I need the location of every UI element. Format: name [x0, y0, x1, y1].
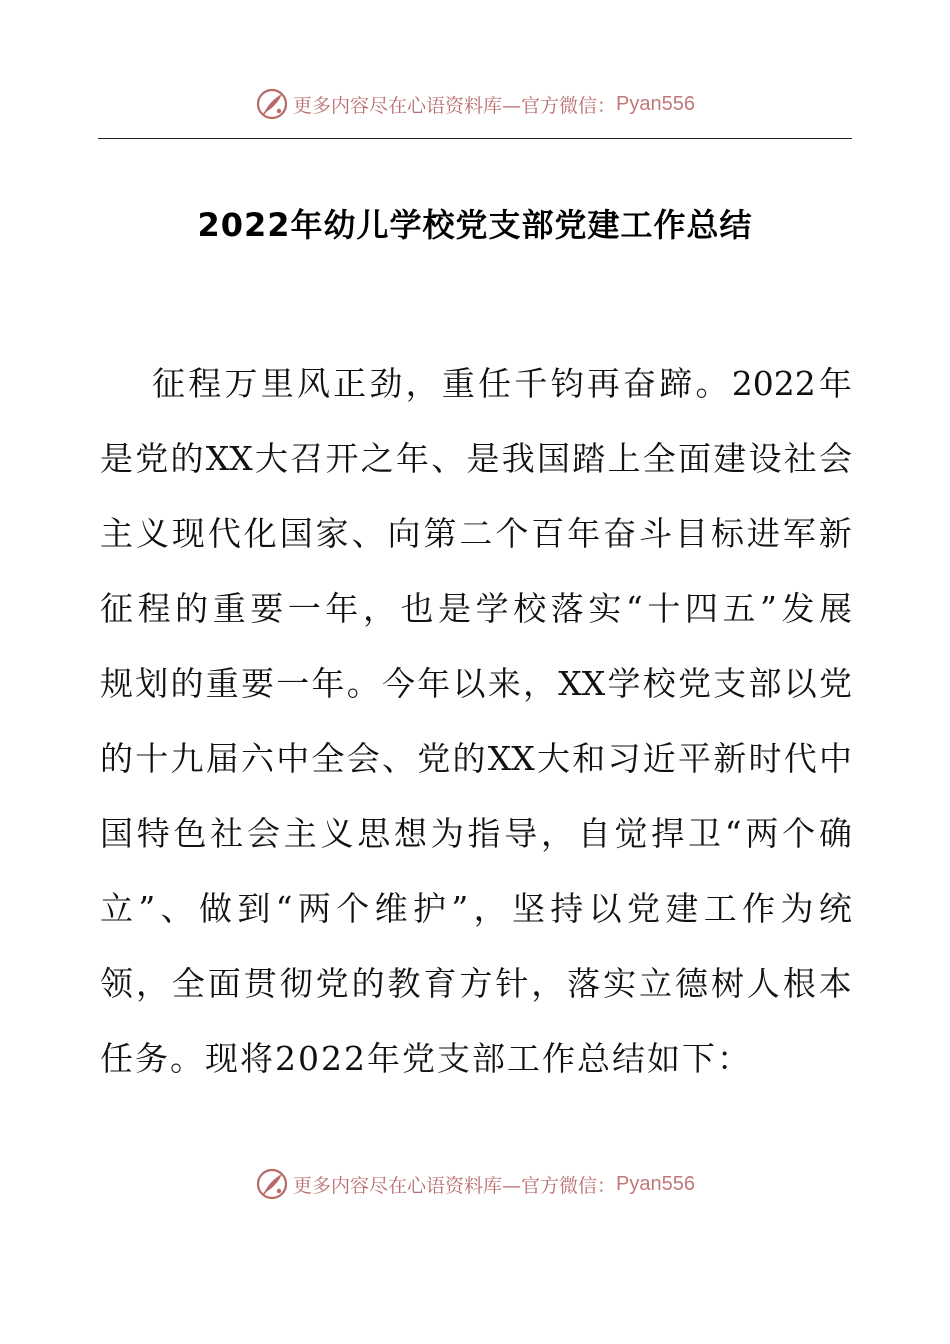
- text-glyph: 千: [514, 364, 548, 403]
- text-glyph: 社: [783, 439, 817, 478]
- text-glyph: 务: [135, 1039, 170, 1078]
- text-glyph: 中: [819, 739, 852, 778]
- text-glyph: 立: [100, 889, 133, 928]
- text-glyph: 校: [513, 589, 547, 628]
- text-glyph: 党: [678, 664, 711, 703]
- text-glyph: 国: [279, 514, 313, 553]
- text-glyph: 程: [188, 364, 222, 403]
- text-glyph: 国: [100, 814, 133, 853]
- text-glyph: 开: [325, 439, 359, 478]
- text-glyph: 个: [495, 514, 529, 553]
- text-glyph: 斗: [639, 514, 673, 553]
- brand-wechat-id: Pyan556: [616, 92, 695, 115]
- text-glyph: ，: [473, 889, 507, 928]
- text-glyph: 第: [423, 514, 457, 553]
- text-glyph: 年: [417, 664, 451, 703]
- text-glyph: 面: [678, 439, 711, 478]
- text-glyph: 维: [374, 889, 408, 928]
- text-glyph: 五: [722, 589, 756, 628]
- paragraph-line: [100, 733, 852, 808]
- text-glyph: 会: [819, 439, 852, 478]
- document-body: [100, 358, 852, 1108]
- text-glyph: 的: [100, 739, 133, 778]
- text-glyph: 想: [394, 814, 427, 853]
- text-glyph: 年: [311, 664, 345, 703]
- text-glyph: 、: [351, 514, 385, 553]
- text-glyph: “: [625, 589, 643, 628]
- text-glyph: ，: [135, 964, 169, 1003]
- text-glyph: ，: [362, 589, 396, 628]
- text-glyph: ”: [760, 589, 777, 628]
- text-glyph: 程: [137, 589, 171, 628]
- text-glyph: 的: [170, 664, 204, 703]
- text-glyph: 。: [346, 664, 380, 703]
- text-glyph: 平: [678, 739, 711, 778]
- text-glyph: 新: [818, 514, 852, 553]
- text-glyph: 大: [255, 439, 288, 478]
- text-glyph: 重: [441, 364, 475, 403]
- header-brand: [0, 84, 950, 124]
- text-glyph: 如: [646, 1039, 682, 1078]
- paragraph-line: [100, 1033, 852, 1108]
- text-glyph: 要: [250, 589, 284, 628]
- text-glyph: 自: [577, 814, 611, 853]
- text-glyph: 根: [782, 964, 816, 1003]
- text-glyph: 百: [531, 514, 565, 553]
- text-glyph: 之: [360, 439, 394, 478]
- text-glyph: 彻: [279, 964, 313, 1003]
- text-glyph: 年: [325, 589, 359, 628]
- text-glyph: 的: [452, 739, 486, 778]
- text-glyph: 落: [567, 964, 601, 1003]
- brand-wechat-id: Pyan556: [616, 1172, 695, 1195]
- text-glyph: 实: [603, 964, 637, 1003]
- text-glyph: 两: [297, 889, 331, 928]
- text-glyph: 、: [382, 739, 415, 778]
- paragraph-line: [100, 508, 852, 583]
- text-glyph: 四: [684, 589, 718, 628]
- paragraph-line: [100, 808, 852, 883]
- text-glyph: 二: [459, 514, 493, 553]
- text-glyph: 捍: [651, 814, 685, 853]
- text-glyph: 2022: [731, 364, 816, 403]
- text-glyph: 上: [607, 439, 641, 478]
- paragraph-line: [100, 958, 852, 1033]
- text-glyph: 代: [207, 514, 241, 553]
- text-glyph: 持: [550, 889, 584, 928]
- text-glyph: 来: [487, 664, 521, 703]
- text-glyph: 德: [675, 964, 708, 1003]
- paragraph-line: [100, 433, 852, 508]
- text-glyph: ，: [541, 814, 574, 853]
- text-glyph: 年: [818, 364, 852, 403]
- text-glyph: 会: [247, 814, 280, 853]
- text-glyph: 化: [243, 514, 277, 553]
- text-glyph: 全: [311, 739, 345, 778]
- text-glyph: 近: [642, 739, 676, 778]
- text-glyph: 一: [276, 664, 310, 703]
- text-glyph: 目: [675, 514, 708, 553]
- text-glyph: 向: [387, 514, 421, 553]
- text-glyph: 立: [639, 964, 673, 1003]
- text-glyph: 重: [212, 589, 246, 628]
- text-glyph: 万: [224, 364, 258, 403]
- text-glyph: 钧: [550, 364, 584, 403]
- text-glyph: 展: [819, 589, 852, 628]
- text-glyph: 劲: [369, 364, 403, 403]
- text-glyph: 风: [296, 364, 330, 403]
- text-glyph: 是: [100, 439, 133, 478]
- text-glyph: 十: [135, 739, 169, 778]
- text-glyph: 特: [136, 814, 170, 853]
- text-glyph: 导: [504, 814, 538, 853]
- text-glyph: 征: [100, 589, 133, 628]
- text-glyph: 的: [175, 589, 209, 628]
- text-glyph: 工: [506, 1039, 542, 1078]
- text-glyph: 奋: [603, 514, 637, 553]
- text-glyph: 召: [290, 439, 324, 478]
- text-glyph: 色: [173, 814, 207, 853]
- text-glyph: 确: [818, 814, 852, 853]
- text-glyph: 主: [100, 514, 133, 553]
- text-glyph: “: [724, 814, 742, 853]
- text-glyph: 以: [452, 664, 486, 703]
- text-glyph: 设: [748, 439, 782, 478]
- paragraph-line: [100, 658, 852, 733]
- text-glyph: 义: [320, 814, 354, 853]
- text-glyph: 的: [170, 439, 204, 478]
- text-glyph: 方: [459, 964, 493, 1003]
- text-glyph: 是: [438, 589, 472, 628]
- text-glyph: 部: [748, 664, 782, 703]
- text-glyph: 军: [782, 514, 816, 553]
- text-glyph: “: [275, 889, 293, 928]
- text-glyph: 、: [160, 889, 194, 928]
- text-glyph: 个: [782, 814, 816, 853]
- text-glyph: 坚: [511, 889, 545, 928]
- text-glyph: 总: [576, 1039, 612, 1078]
- text-glyph: 部: [471, 1039, 507, 1078]
- text-glyph: 划: [135, 664, 169, 703]
- text-glyph: 奋: [623, 364, 657, 403]
- text-glyph: 踏: [572, 439, 606, 478]
- header-divider: [98, 138, 852, 139]
- text-glyph: 护: [412, 889, 446, 928]
- text-glyph: 年: [567, 514, 601, 553]
- brand-text: 更多内容尽在心语资料库—官方微信：: [293, 1174, 617, 1197]
- text-glyph: 义: [135, 514, 169, 553]
- text-glyph: 党: [627, 889, 661, 928]
- text-glyph: 任: [478, 364, 512, 403]
- text-glyph: 育: [423, 964, 457, 1003]
- text-glyph: 六: [241, 739, 274, 778]
- text-glyph: 建: [713, 439, 747, 478]
- footer-brand: [0, 1164, 950, 1204]
- text-glyph: 国: [537, 439, 570, 478]
- quill-logo-icon: [255, 87, 289, 121]
- text-glyph: 会: [346, 739, 380, 778]
- text-glyph: 将: [240, 1039, 275, 1078]
- brand-text: 更多内容尽在心语资料库—官方微信：: [293, 94, 617, 117]
- text-glyph: 中: [276, 739, 310, 778]
- text-glyph: 发: [781, 589, 815, 628]
- text-glyph: 任: [100, 1039, 135, 1078]
- text-glyph: 领: [100, 964, 133, 1003]
- text-glyph: 为: [430, 814, 464, 853]
- text-glyph: 是: [466, 439, 500, 478]
- text-glyph: 党: [819, 664, 852, 703]
- text-glyph: 的: [351, 964, 385, 1003]
- text-glyph: 为: [780, 889, 814, 928]
- text-glyph: 下: [681, 1039, 717, 1078]
- text-glyph: 两: [745, 814, 779, 853]
- text-glyph: 正: [333, 364, 367, 403]
- text-glyph: 蹄: [659, 364, 693, 403]
- text-glyph: 进: [746, 514, 780, 553]
- text-glyph: XX: [558, 664, 606, 703]
- text-glyph: 也: [400, 589, 434, 628]
- text-glyph: 结: [611, 1039, 647, 1078]
- text-glyph: ，: [523, 664, 556, 703]
- text-glyph: 届: [205, 739, 239, 778]
- document-title: 2022年幼儿学校党支部党建工作总结: [197, 206, 753, 244]
- text-glyph: ”: [451, 889, 469, 928]
- text-glyph: 校: [642, 664, 676, 703]
- text-glyph: 。: [695, 364, 729, 403]
- text-glyph: 支: [436, 1039, 472, 1078]
- text-glyph: 党: [417, 739, 451, 778]
- text-glyph: 以: [588, 889, 622, 928]
- text-glyph: 习: [607, 739, 641, 778]
- text-glyph: ，: [531, 964, 565, 1003]
- paragraph-line: [100, 583, 852, 658]
- text-glyph: 觉: [614, 814, 648, 853]
- paragraph-line: [100, 883, 852, 958]
- text-glyph: 教: [387, 964, 421, 1003]
- text-glyph: 指: [467, 814, 501, 853]
- text-glyph: 全: [642, 439, 676, 478]
- text-glyph: 里: [260, 364, 294, 403]
- text-glyph: 。: [170, 1039, 205, 1078]
- text-glyph: 做: [198, 889, 232, 928]
- text-glyph: 党: [135, 439, 169, 478]
- text-glyph: 现: [171, 514, 205, 553]
- text-glyph: 党: [401, 1039, 437, 1078]
- text-glyph: 标: [710, 514, 744, 553]
- text-glyph: 现: [205, 1039, 240, 1078]
- text-glyph: 统: [818, 889, 852, 928]
- text-glyph: 社: [210, 814, 244, 853]
- text-glyph: 个: [336, 889, 370, 928]
- text-glyph: 到: [237, 889, 271, 928]
- text-glyph: ：: [716, 1039, 752, 1078]
- text-glyph: ”: [138, 889, 156, 928]
- text-glyph: 重: [205, 664, 239, 703]
- text-glyph: 卫: [688, 814, 721, 853]
- text-glyph: 再: [586, 364, 620, 403]
- text-glyph: XX: [205, 439, 253, 478]
- text-glyph: 党: [315, 964, 349, 1003]
- text-glyph: 要: [241, 664, 274, 703]
- text-glyph: 2022: [275, 1039, 367, 1078]
- text-glyph: 年: [366, 1039, 402, 1078]
- text-glyph: 规: [100, 664, 133, 703]
- text-glyph: 十: [647, 589, 681, 628]
- text-glyph: ，: [405, 364, 439, 403]
- text-glyph: 家: [315, 514, 349, 553]
- text-glyph: 人: [746, 964, 780, 1003]
- text-glyph: 作: [742, 889, 776, 928]
- text-glyph: 面: [207, 964, 241, 1003]
- text-glyph: 一: [287, 589, 321, 628]
- text-glyph: 全: [171, 964, 205, 1003]
- quill-logo-icon: [255, 1167, 289, 1201]
- text-glyph: 思: [357, 814, 391, 853]
- text-glyph: 实: [588, 589, 622, 628]
- text-glyph: XX: [487, 739, 535, 778]
- text-glyph: 主: [283, 814, 317, 853]
- text-glyph: 本: [818, 964, 852, 1003]
- text-glyph: 、: [431, 439, 465, 478]
- text-glyph: 我: [501, 439, 535, 478]
- text-glyph: 学: [475, 589, 509, 628]
- text-glyph: 落: [550, 589, 584, 628]
- text-glyph: 作: [541, 1039, 577, 1078]
- text-glyph: 征: [152, 364, 185, 403]
- text-glyph: 学: [607, 664, 641, 703]
- text-glyph: 年: [396, 439, 429, 478]
- text-glyph: 九: [170, 739, 204, 778]
- text-glyph: 工: [703, 889, 737, 928]
- text-glyph: 和: [572, 739, 606, 778]
- text-glyph: 今: [382, 664, 415, 703]
- text-glyph: 时: [748, 739, 782, 778]
- text-glyph: 针: [495, 964, 529, 1003]
- text-glyph: 以: [783, 664, 817, 703]
- paragraph-line: [100, 358, 852, 433]
- text-glyph: 代: [783, 739, 817, 778]
- text-glyph: 大: [537, 739, 570, 778]
- text-glyph: 支: [713, 664, 747, 703]
- text-glyph: 树: [710, 964, 744, 1003]
- text-glyph: 贯: [243, 964, 277, 1003]
- text-glyph: 建: [665, 889, 699, 928]
- text-glyph: 新: [713, 739, 747, 778]
